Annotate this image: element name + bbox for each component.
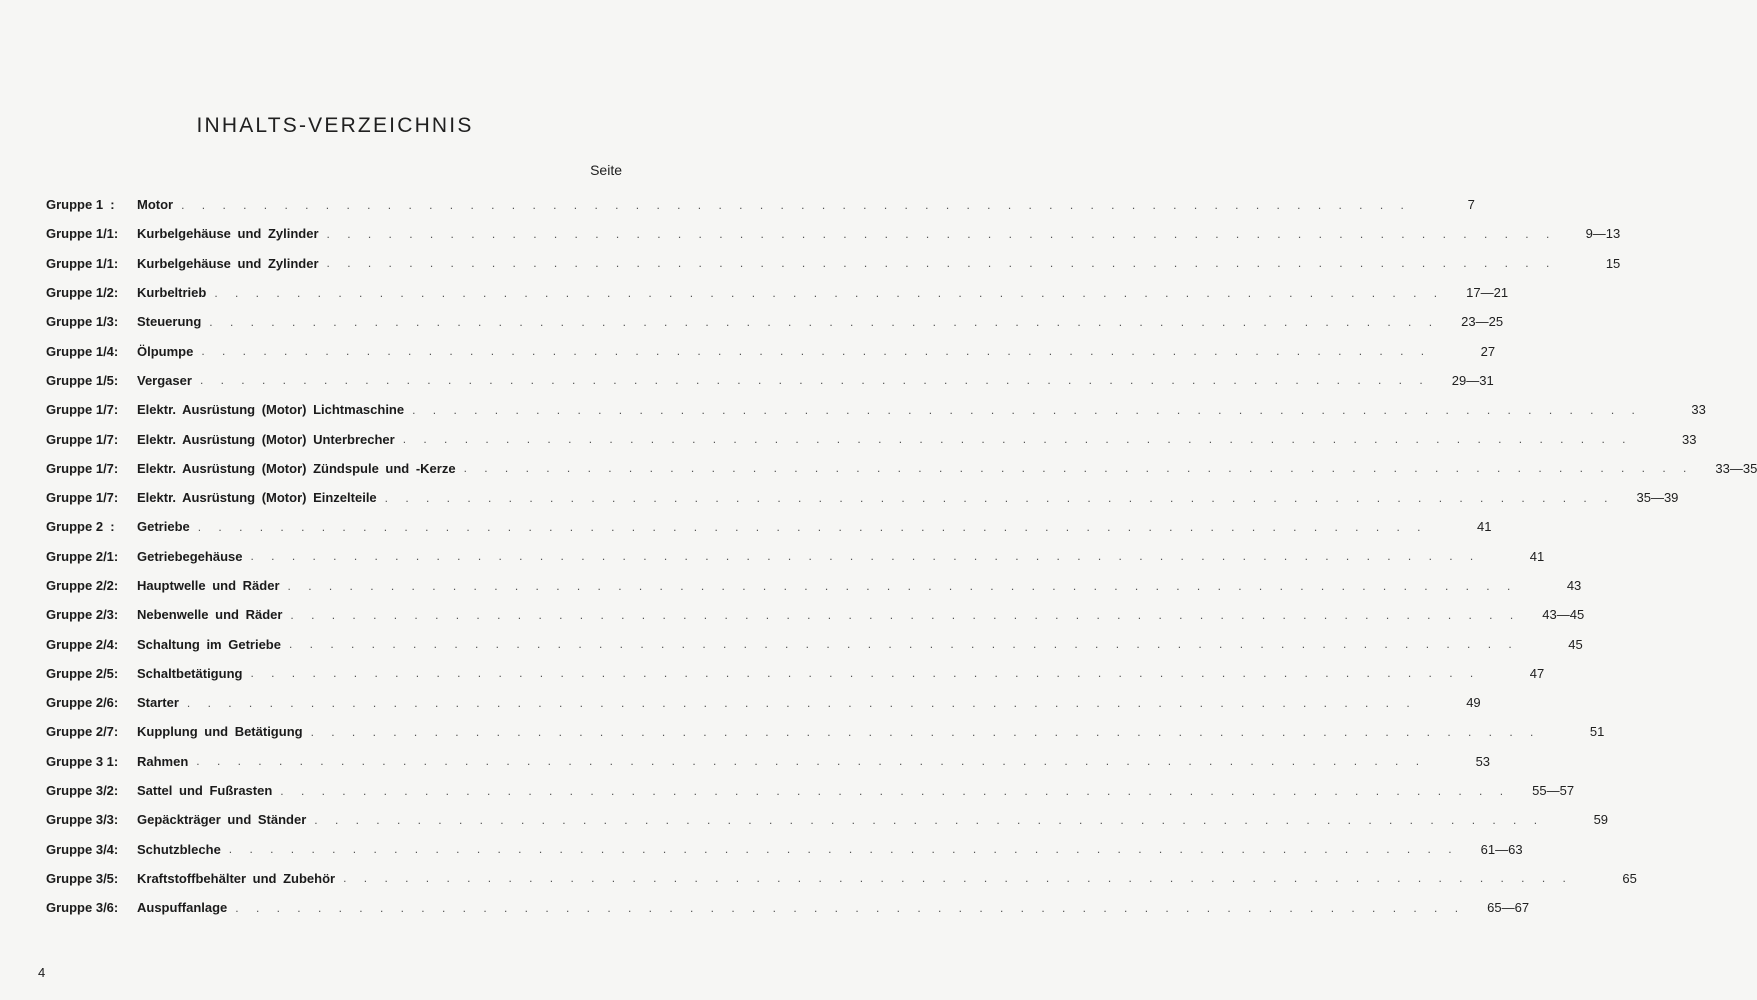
toc-leader-dots: . . . . . . . . . . . . . . . . . . . . . . . . . . . . . . . . . . . . . . . . . . . . . . . . . . . . . . . . . . . . <box>280 783 1511 798</box>
toc-entry <box>46 659 1545 688</box>
toc-entry <box>46 307 1504 336</box>
toc-entry <box>46 893 1530 922</box>
toc-group-label: Gruppe 3/5: <box>46 870 119 886</box>
toc-entry-title: Kupplung und Betätigung <box>137 724 303 740</box>
toc-page-number: 15 <box>1605 255 1621 271</box>
toc-entry <box>46 454 1757 483</box>
toc-page-number: 29—31 <box>1451 372 1494 388</box>
toc-leader-dots: . . . . . . . . . . . . . . . . . . . . . . . . . . . . . . . . . . . . . . . . . . . . . . . . . . . . . . . . . . . . <box>250 666 1481 681</box>
toc-group-label: Gruppe 3/6: <box>46 900 119 916</box>
toc-entry <box>46 805 1609 834</box>
toc-entry-title: Elektr. Ausrüstung (Motor) Lichtmaschine <box>137 402 405 418</box>
table-of-contents <box>46 190 1757 922</box>
toc-entry-title: Sattel und Fußrasten <box>137 783 273 799</box>
toc-leader-dots: . . . . . . . . . . . . . . . . . . . . . . . . . . . . . . . . . . . . . . . . . . . . . . . . . . . . . . . . . . . . <box>201 344 1432 359</box>
toc-entry-title: Gepäckträger und Ständer <box>137 812 307 828</box>
toc-group-label: Gruppe 3/2: <box>46 783 119 799</box>
toc-entry <box>46 395 1706 424</box>
toc-page-number: 33—35 <box>1715 460 1757 476</box>
toc-entry <box>46 629 1583 658</box>
toc-group-label: Gruppe 2/6: <box>46 695 119 711</box>
toc-leader-dots: . . . . . . . . . . . . . . . . . . . . . . . . . . . . . . . . . . . . . . . . . . . . . . . . . . . . . . . . . . . . <box>384 490 1615 505</box>
toc-entry <box>46 747 1491 776</box>
toc-leader-dots: . . . . . . . . . . . . . . . . . . . . . . . . . . . . . . . . . . . . . . . . . . . . . . . . . . . . . . . . . . . . <box>288 637 1519 652</box>
toc-entry <box>46 776 1575 805</box>
toc-leader-dots: . . . . . . . . . . . . . . . . . . . . . . . . . . . . . . . . . . . . . . . . . . . . . . . . . . . . . . . . . . . . <box>287 578 1518 593</box>
toc-entry <box>46 688 1481 717</box>
toc-entry-title: Vergaser <box>137 372 192 388</box>
toc-page-number: 45 <box>1568 636 1583 652</box>
toc-page-number: 23—25 <box>1461 314 1504 330</box>
toc-group-label: Gruppe 1/7: <box>46 402 119 418</box>
toc-page-number: 41 <box>1529 548 1545 564</box>
toc-page-number: 9—13 <box>1585 226 1621 242</box>
toc-group-label: Gruppe 1/7: <box>46 460 119 476</box>
toc-entry-title: Schaltung im Getriebe <box>137 636 281 652</box>
toc-entry-title: Kurbelgehäuse und Zylinder <box>137 255 319 271</box>
toc-entry-title: Starter <box>137 695 179 711</box>
toc-group-label: Gruppe 2/7: <box>46 724 119 740</box>
toc-leader-dots: . . . . . . . . . . . . . . . . . . . . . . . . . . . . . . . . . . . . . . . . . . . . . . . . . . . . . . . . . . . . <box>235 900 1466 915</box>
toc-page-number: 51 <box>1589 724 1605 740</box>
toc-page-number: 47 <box>1529 665 1545 681</box>
toc-entry-title: Kraftstoffbehälter und Zubehör <box>137 870 336 886</box>
toc-group-label: Gruppe 1/7: <box>46 490 119 506</box>
toc-leader-dots: . . . . . . . . . . . . . . . . . . . . . . . . . . . . . . . . . . . . . . . . . . . . . . . . . . . . . . . . . . . . <box>214 285 1445 300</box>
toc-leader-dots: . . . . . . . . . . . . . . . . . . . . . . . . . . . . . . . . . . . . . . . . . . . . . . . . . . . . . . . . . . . . <box>228 842 1459 857</box>
toc-group-label: Gruppe 2/2: <box>46 578 119 593</box>
toc-entry-title: Elektr. Ausrüstung (Motor) Unterbrecher <box>137 431 395 447</box>
toc-leader-dots: . . . . . . . . . . . . . . . . . . . . . . . . . . . . . . . . . . . . . . . . . . . . . . . . . . . . . . . . . . . . <box>326 256 1557 271</box>
page-number: 4 <box>38 965 46 980</box>
toc-entry <box>46 366 1494 395</box>
toc-group-label: Gruppe 1/1: <box>46 255 119 271</box>
toc-group-label: Gruppe 2 : <box>46 519 115 535</box>
toc-leader-dots: . . . . . . . . . . . . . . . . . . . . . . . . . . . . . . . . . . . . . . . . . . . . . . . . . . . . . . . . . . . . <box>326 226 1557 241</box>
toc-entry <box>46 512 1492 541</box>
toc-entry-title: Schutzbleche <box>137 841 221 857</box>
toc-group-label: Gruppe 1/3: <box>46 314 119 330</box>
toc-group-label: Gruppe 3/3: <box>46 812 119 828</box>
toc-entry <box>46 278 1509 307</box>
toc-entry <box>46 864 1637 893</box>
toc-group-label: Gruppe 1/2: <box>46 285 119 301</box>
toc-leader-dots: . . . . . . . . . . . . . . . . . . . . . . . . . . . . . . . . . . . . . . . . . . . . . . . . . . . . . . . . . . . . <box>343 871 1573 886</box>
toc-group-label: Gruppe 2/3: <box>46 607 119 623</box>
toc-entry-title: Getriebegehäuse <box>137 548 243 564</box>
toc-group-label: Gruppe 1/5: <box>46 372 119 388</box>
toc-entry <box>46 190 1475 219</box>
toc-page-number: 43—45 <box>1542 607 1585 623</box>
toc-entry <box>46 483 1679 512</box>
toc-group-label: Gruppe 1/4: <box>46 343 119 359</box>
toc-page-number: 33 <box>1682 431 1697 447</box>
page-title: INHALTS-VERZEICHNIS <box>196 114 474 137</box>
toc-entry-title: Hauptwelle und Räder <box>137 578 280 593</box>
toc-entry-title: Getriebe <box>137 519 190 535</box>
toc-page-number: 17—21 <box>1466 285 1509 301</box>
toc-entry-title: Kurbelgehäuse und Zylinder <box>137 226 319 242</box>
toc-page-number: 7 <box>1467 197 1475 213</box>
toc-page-number: 35—39 <box>1636 490 1679 506</box>
toc-page-number: 27 <box>1480 343 1496 359</box>
toc-page-number: 59 <box>1593 812 1609 828</box>
toc-leader-dots: . . . . . . . . . . . . . . . . . . . . . . . . . . . . . . . . . . . . . . . . . . . . . . . . . . . . . . . . . . . . <box>186 695 1417 710</box>
toc-group-label: Gruppe 2/1: <box>46 548 119 564</box>
toc-entry-title: Elektr. Ausrüstung (Motor) Einzelteile <box>137 490 377 506</box>
toc-leader-dots: . . . . . . . . . . . . . . . . . . . . . . . . . . . . . . . . . . . . . . . . . . . . . . . . . . . . . . . . . . . . <box>250 549 1481 564</box>
toc-group-label: Gruppe 1 : <box>46 197 115 213</box>
toc-leader-dots: . . . . . . . . . . . . . . . . . . . . . . . . . . . . . . . . . . . . . . . . . . . . . . . . . . . . . . . . . . . . <box>412 402 1642 417</box>
toc-entry-title: Steuerung <box>137 314 202 330</box>
toc-leader-dots: . . . . . . . . . . . . . . . . . . . . . . . . . . . . . . . . . . . . . . . . . . . . . . . . . . . . . . . . . . . . <box>310 724 1541 739</box>
toc-leader-dots: . . . . . . . . . . . . . . . . . . . . . . . . . . . . . . . . . . . . . . . . . . . . . . . . . . . . . . . . . . . . <box>196 754 1427 769</box>
toc-entry <box>46 542 1545 571</box>
toc-leader-dots: . . . . . . . . . . . . . . . . . . . . . . . . . . . . . . . . . . . . . . . . . . . . . . . . . . . . . . . . . . . . <box>199 373 1430 388</box>
toc-entry-title: Kurbeltrieb <box>137 285 207 301</box>
toc-entry <box>46 600 1585 629</box>
toc-page-number: 55—57 <box>1532 783 1575 799</box>
toc-leader-dots: . . . . . . . . . . . . . . . . . . . . . . . . . . . . . . . . . . . . . . . . . . . . . . . . . . . . . . . . . . . . <box>181 197 1411 212</box>
toc-leader-dots: . . . . . . . . . . . . . . . . . . . . . . . . . . . . . . . . . . . . . . . . . . . . . . . . . . . . . . . . . . . . <box>209 314 1440 329</box>
toc-entry <box>46 835 1523 864</box>
toc-entry <box>46 571 1582 600</box>
toc-entry <box>46 249 1621 278</box>
toc-entry <box>46 717 1605 746</box>
toc-entry-title: Motor <box>137 197 174 213</box>
toc-page-number: 33 <box>1691 402 1706 418</box>
toc-entry-title: Schaltbetätigung <box>137 665 243 681</box>
toc-entry-title: Nebenwelle und Räder <box>137 607 283 623</box>
toc-group-label: Gruppe 3/4: <box>46 841 119 857</box>
toc-entry <box>46 424 1697 453</box>
toc-leader-dots: . . . . . . . . . . . . . . . . . . . . . . . . . . . . . . . . . . . . . . . . . . . . . . . . . . . . . . . . . . . . <box>463 461 1694 476</box>
toc-group-label: Gruppe 2/4: <box>46 636 119 652</box>
toc-page-number: 49 <box>1466 695 1481 711</box>
toc-entry <box>46 219 1621 248</box>
toc-entry-title: Rahmen <box>137 753 189 769</box>
toc-entry <box>46 336 1496 365</box>
toc-entry-title: Elektr. Ausrüstung (Motor) Zündspule und -Kerze <box>137 460 456 476</box>
toc-entry-title: Ölpumpe <box>137 343 194 359</box>
toc-leader-dots: . . . . . . . . . . . . . . . . . . . . . . . . . . . . . . . . . . . . . . . . . . . . . . . . . . . . . . . . . . . . <box>197 519 1428 534</box>
toc-page-number: 41 <box>1477 519 1492 535</box>
toc-group-label: Gruppe 2/5: <box>46 665 119 681</box>
toc-page-number: 65—67 <box>1487 900 1530 916</box>
toc-page-number: 53 <box>1475 753 1491 769</box>
toc-page-number: 65 <box>1622 870 1637 886</box>
toc-leader-dots: . . . . . . . . . . . . . . . . . . . . . . . . . . . . . . . . . . . . . . . . . . . . . . . . . . . . . . . . . . . . <box>402 432 1633 447</box>
toc-entry-title: Auspuffanlage <box>137 900 228 916</box>
toc-page-number: 43 <box>1566 578 1582 593</box>
toc-leader-dots: . . . . . . . . . . . . . . . . . . . . . . . . . . . . . . . . . . . . . . . . . . . . . . . . . . . . . . . . . . . . <box>314 812 1545 827</box>
toc-group-label: Gruppe 1/7: <box>46 431 119 447</box>
toc-page-number: 61—63 <box>1480 841 1523 857</box>
seite-label: Seite <box>590 162 622 178</box>
toc-leader-dots: . . . . . . . . . . . . . . . . . . . . . . . . . . . . . . . . . . . . . . . . . . . . . . . . . . . . . . . . . . . . <box>290 607 1521 622</box>
toc-group-label: Gruppe 3 1: <box>46 753 119 769</box>
toc-group-label: Gruppe 1/1: <box>46 226 119 242</box>
